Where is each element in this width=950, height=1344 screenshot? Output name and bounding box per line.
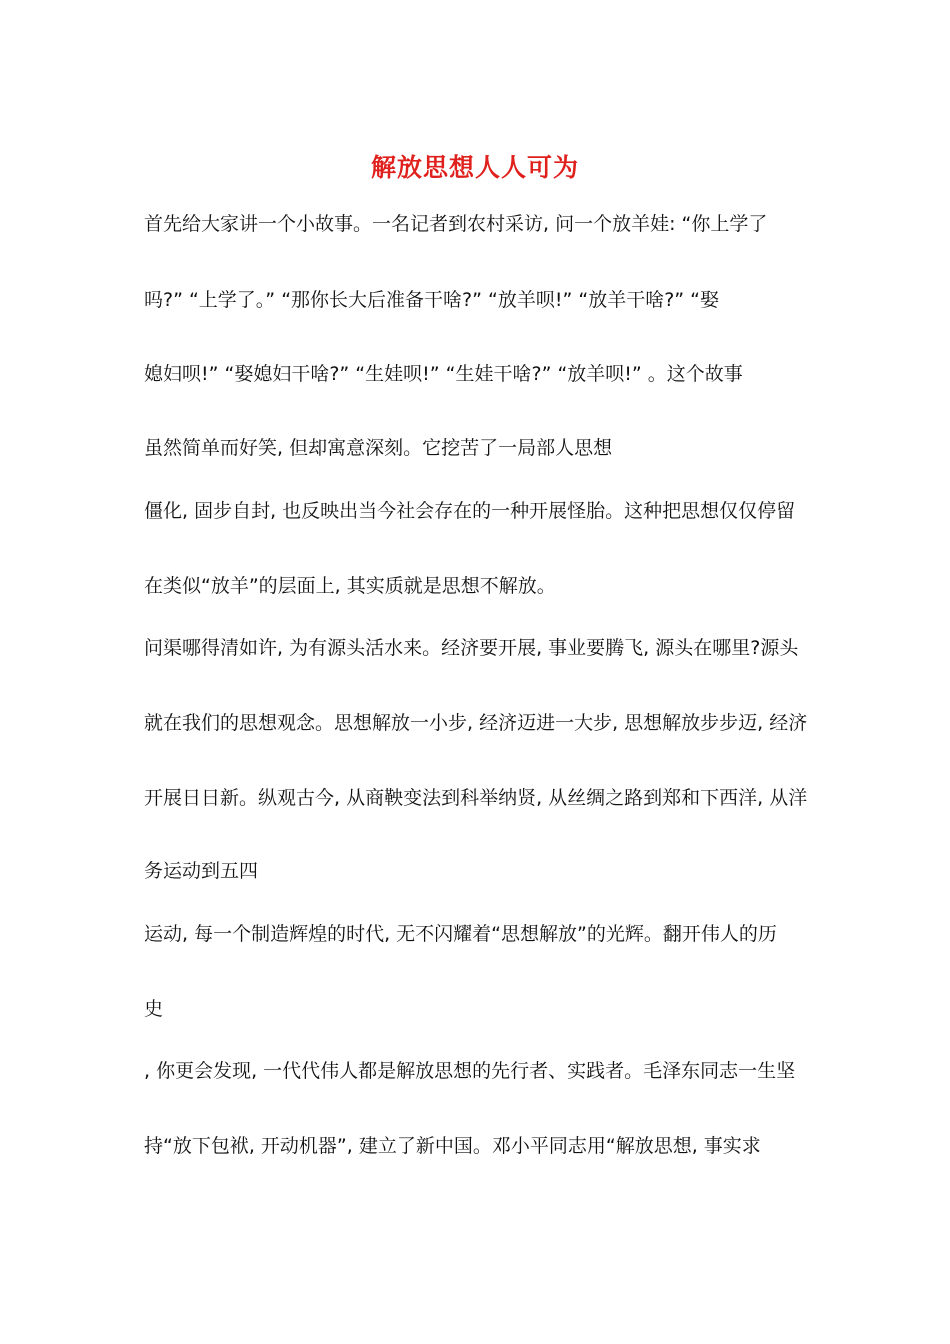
- paragraph-line: 僵化, 固步自封, 也反映出当今社会存在的一种开展怪胎。这种把思想仅仅停留: [144, 500, 796, 522]
- paragraph-line: 史: [144, 998, 164, 1020]
- document-title: 解放思想人人可为: [370, 153, 579, 182]
- paragraph-line: , 你更会发现, 一代代伟人都是解放思想的先行者、实践者。毛泽东同志一生坚: [144, 1060, 796, 1082]
- paragraph-line: 开展日日新。纵观古今, 从商鞅变法到科举纳贤, 从丝绸之路到郑和下西洋, 从洋: [144, 787, 808, 809]
- paragraph-line: 在类似“放羊”的层面上, 其实质就是思想不解放。: [144, 575, 556, 597]
- paragraph-line: 就在我们的思想观念。思想解放一小步, 经济迈进一大步, 思想解放步步迈, 经济: [144, 712, 808, 734]
- paragraph-line: 持“放下包袱, 开动机器”, 建立了新中国。邓小平同志用“解放思想, 事实求: [144, 1135, 761, 1157]
- paragraph-line: 务运动到五四: [144, 860, 259, 882]
- paragraph-line: 首先给大家讲一个小故事。一名记者到农村采访, 问一个放羊娃: “你上学了: [144, 213, 768, 235]
- paragraph-line: 虽然简单而好笑, 但却寓意深刻。它挖苦了一局部人思想: [144, 437, 613, 459]
- paragraph-line: 吗?” “上学了。” “那你长大后准备干啥?” “放羊呗!” “放羊干啥?” “娶: [144, 289, 720, 311]
- paragraph-line: 运动, 每一个制造辉煌的时代, 无不闪耀着“思想解放”的光辉。翻开伟人的历: [144, 923, 777, 945]
- paragraph-line: 问渠哪得清如许, 为有源头活水来。经济要开展, 事业要腾飞, 源头在哪里?源头: [144, 637, 799, 659]
- paragraph-line: 媳妇呗!” “娶媳妇干啥?” “生娃呗!” “生娃干啥?” “放羊呗!” 。这个故事: [144, 363, 743, 385]
